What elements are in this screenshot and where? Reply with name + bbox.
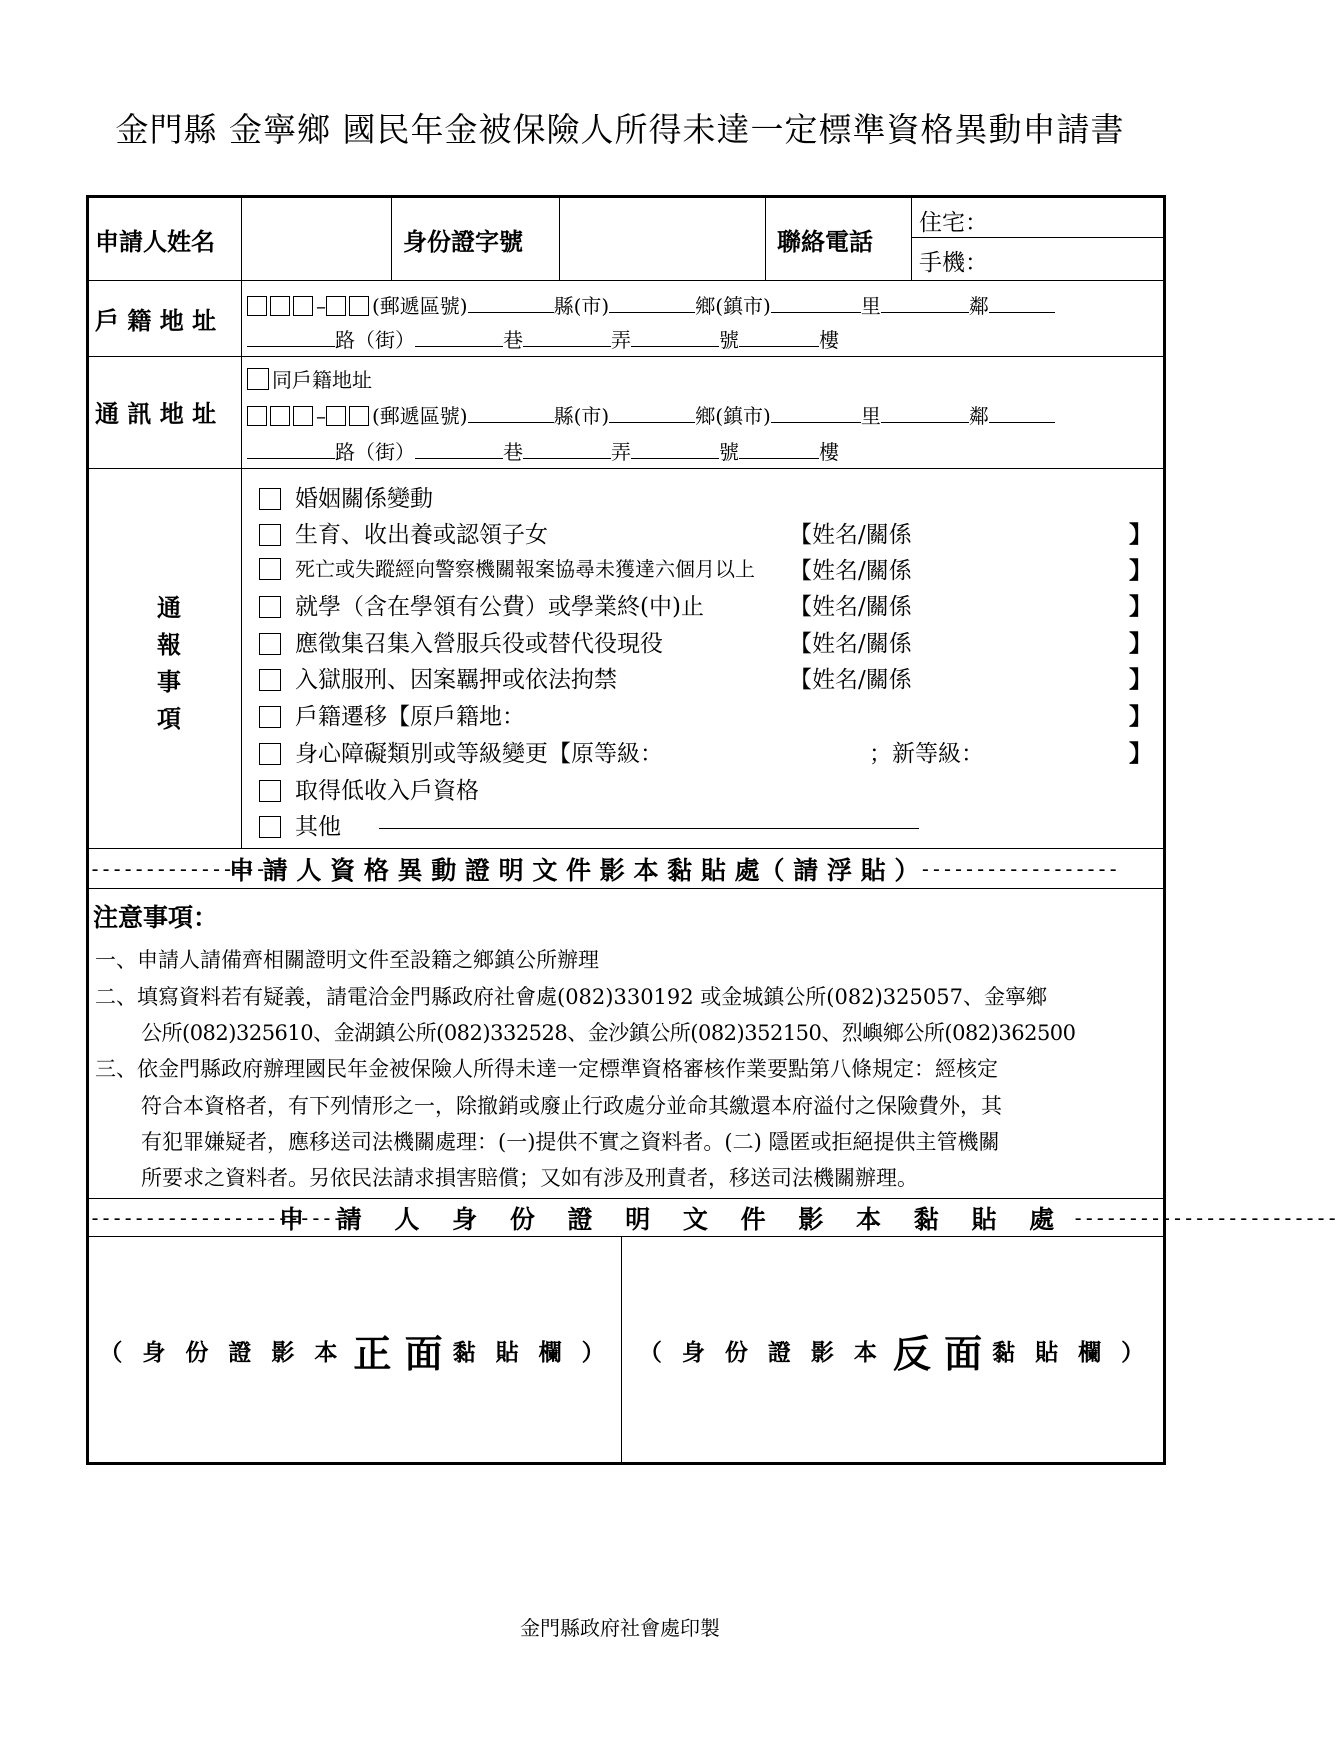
name-relation-label: 【姓名/關係 <box>789 594 912 620</box>
report-item-birth[interactable] <box>259 516 548 549</box>
report-label-char: 通 <box>157 594 181 622</box>
county-field[interactable] <box>468 404 554 423</box>
lane-label: 巷 <box>503 440 523 464</box>
report-item-low-income[interactable] <box>259 772 479 805</box>
report-item-label: 取得低收入戶資格 <box>295 778 479 804</box>
road-field[interactable] <box>247 440 335 459</box>
report-items-label <box>139 590 199 738</box>
other-field[interactable] <box>379 828 919 829</box>
close-bracket: 】 <box>1129 630 1152 657</box>
neighborhood-field[interactable] <box>881 294 969 313</box>
road-label: 路（街） <box>335 440 415 464</box>
note-line: 一、申請人請備齊相關證明文件至設籍之鄉鎮公所辦理 <box>95 948 599 972</box>
paste-banner-text: 申 請 人 資 格 異 動 證 明 文 件 影 本 黏 貼 處（ 請 浮 貼 ） <box>229 856 920 885</box>
zip-label: (郵遞區號) <box>372 404 468 428</box>
zip-box[interactable] <box>326 296 346 316</box>
village-label: 里 <box>860 404 881 428</box>
lane-label: 巷 <box>503 328 523 352</box>
id-paste-banner: ------------------------ 申 請 人 身 份 證 明 文 件 影 本 黏 貼 處 ------------------------ <box>89 1200 1166 1236</box>
mailing-address-label: 通 訊 地 址 <box>95 399 217 428</box>
mailing-address-line2 <box>247 436 839 465</box>
zip-box[interactable] <box>349 406 369 426</box>
number-label: 號 <box>719 328 739 352</box>
id-number-field[interactable] <box>559 198 763 280</box>
zip-box[interactable] <box>270 406 290 426</box>
lane-field[interactable] <box>415 440 503 459</box>
id-back-open: （ 身 份 證 影 本 <box>638 1340 883 1366</box>
report-item-label: 身心障礙類別或等級變更【原等級： <box>295 741 663 767</box>
report-item-label: 就學（含在學領有公費）或學業終(中)止 <box>295 594 704 620</box>
home-phone-label: 住宅： <box>919 210 988 236</box>
zip-box[interactable] <box>247 296 267 316</box>
close-bracket: 】 <box>1129 557 1152 584</box>
checkbox[interactable] <box>259 558 281 580</box>
checkbox[interactable] <box>259 743 281 765</box>
report-item-military[interactable] <box>259 625 663 658</box>
applicant-name-field[interactable] <box>245 198 393 280</box>
name-relation-label: 【姓名/關係 <box>789 631 912 657</box>
note-line: 二、填寫資料若有疑義，請電洽金門縣政府社會處(082)330192 或金城鎮公所(082)325057、金寧鄉 <box>95 985 1047 1009</box>
id-front-paste-area <box>89 1236 621 1465</box>
report-item-label: 死亡或失蹤經向警察機關報案協尋未獲達六個月以上 <box>295 557 755 581</box>
report-item-label: 戶籍遷移【原戶籍地： <box>295 704 525 730</box>
checkbox[interactable] <box>259 669 281 691</box>
county-field[interactable] <box>468 294 554 313</box>
report-item-prison[interactable] <box>259 661 617 694</box>
id-back-paste-area <box>623 1236 1166 1465</box>
form-title: 金門縣 金寧鄉 國民年金被保險人所得未達一定標準資格異動申請書 <box>115 110 1125 149</box>
floor-label: 樓 <box>819 328 839 352</box>
name-relation-label: 【姓名/關係 <box>789 522 912 548</box>
zip-box[interactable] <box>326 406 346 426</box>
report-label-char: 報 <box>157 631 181 659</box>
township-label: 鄉(鎮市) <box>695 294 771 318</box>
lane-field[interactable] <box>415 328 503 347</box>
checkbox[interactable] <box>259 816 281 838</box>
household-address-line2 <box>247 324 839 353</box>
county-label: 縣(市) <box>553 404 610 428</box>
floor-field[interactable] <box>739 328 819 347</box>
neighborhood-field-tail[interactable] <box>989 294 1055 313</box>
close-bracket: 】 <box>1129 666 1152 693</box>
home-phone-field[interactable] <box>989 200 1159 236</box>
checkbox[interactable] <box>259 633 281 655</box>
checkbox[interactable] <box>259 488 281 510</box>
zip-box[interactable] <box>293 406 313 426</box>
note-line: 有犯罪嫌疑者，應移送司法機關處理：(一)提供不實之資料者。(二) 隱匿或拒絕提供主管機關 <box>141 1130 1000 1154</box>
zip-box[interactable] <box>293 296 313 316</box>
neighborhood-label: 鄰 <box>968 294 989 318</box>
report-item-label: 入獄服刑、因案羈押或依法拘禁 <box>295 667 617 693</box>
report-item-disability[interactable] <box>259 735 663 768</box>
mobile-phone-label: 手機： <box>919 250 988 276</box>
report-item-label: 其他 <box>295 814 341 840</box>
village-field[interactable] <box>771 404 861 423</box>
household-address-line1: – (郵遞區號) 縣(市) 鄉(鎮市) 里 鄰 <box>247 290 1055 319</box>
note-line: 符合本資格者，有下列情形之一，除撤銷或廢止行政處分並命其繳還本府溢付之保險費外，其 <box>141 1094 1002 1118</box>
name-relation-label: 【姓名/關係 <box>789 558 912 584</box>
report-item-marriage[interactable] <box>259 480 433 513</box>
zip-label: (郵遞區號) <box>372 294 468 318</box>
neighborhood-label: 鄰 <box>968 404 989 428</box>
road-label: 路（街） <box>335 328 415 352</box>
road-field[interactable] <box>247 328 335 347</box>
checkbox[interactable] <box>259 706 281 728</box>
township-field[interactable] <box>609 294 695 313</box>
report-item-label: 應徵集召集入營服兵役或替代役現役 <box>295 631 663 657</box>
number-field[interactable] <box>631 328 719 347</box>
id-front-close: 黏 貼 欄 ） <box>452 1340 611 1366</box>
applicant-name-label: 申請人姓名 <box>95 227 215 256</box>
alley-field[interactable] <box>523 328 611 347</box>
mobile-phone-field[interactable] <box>989 240 1159 276</box>
floor-label: 樓 <box>819 440 839 464</box>
alley-field[interactable] <box>523 440 611 459</box>
footer-credit: 金門縣政府社會處印製 <box>520 1618 720 1640</box>
township-field[interactable] <box>609 404 695 423</box>
report-item-school[interactable] <box>259 588 704 621</box>
village-label: 里 <box>860 294 881 318</box>
note-line: 公所(082)325610、金湖鎮公所(082)332528、金沙鎮公所(082)352150、烈嶼鄉公所(082)362500 <box>141 1021 1076 1045</box>
household-address-label: 戶 籍 地 址 <box>95 306 217 335</box>
close-bracket: 】 <box>1129 703 1152 730</box>
report-label-char: 事 <box>157 668 181 696</box>
number-label: 號 <box>719 440 739 464</box>
close-bracket: 】 <box>1129 521 1152 548</box>
application-form <box>86 195 1337 1465</box>
checkbox[interactable] <box>259 780 281 802</box>
note-line: 所要求之資料者。另依民法請求損害賠償；又如有涉及刑責者，移送司法機關辦理。 <box>141 1166 918 1190</box>
close-bracket: 】 <box>1129 593 1152 620</box>
notes-heading: 注意事項： <box>93 903 219 932</box>
new-grade-label: ；新等級： <box>869 741 984 767</box>
zip-box[interactable] <box>349 296 369 316</box>
zip-box[interactable] <box>270 296 290 316</box>
same-address-checkbox[interactable] <box>247 368 269 390</box>
report-item-label: 婚姻關係變動 <box>295 486 433 512</box>
number-field[interactable] <box>631 440 719 459</box>
id-banner-text: 申 請 人 身 份 證 明 文 件 影 本 黏 貼 處 <box>279 1205 1067 1234</box>
note-line: 三、依金門縣政府辦理國民年金被保險人所得未達一定標準資格審核作業要點第八條規定：經核定 <box>95 1057 998 1081</box>
alley-label: 弄 <box>611 328 631 352</box>
county-label: 縣(市) <box>553 294 610 318</box>
alley-label: 弄 <box>611 440 631 464</box>
neighborhood-field-tail[interactable] <box>989 404 1055 423</box>
township-label: 鄉(鎮市) <box>695 404 771 428</box>
id-back-close: 黏 貼 欄 ） <box>992 1340 1151 1366</box>
name-relation-label: 【姓名/關係 <box>789 667 912 693</box>
report-item-relocation[interactable] <box>259 698 525 731</box>
id-number-label: 身份證字號 <box>403 227 523 256</box>
checkbox[interactable] <box>259 524 281 546</box>
phone-label: 聯絡電話 <box>777 227 873 256</box>
report-item-other[interactable] <box>259 808 341 841</box>
neighborhood-field[interactable] <box>881 404 969 423</box>
zip-box[interactable] <box>247 406 267 426</box>
id-front-big: 正 面 <box>353 1332 443 1376</box>
report-item-label: 生育、收出養或認領子女 <box>295 522 548 548</box>
close-bracket: 】 <box>1129 740 1152 767</box>
report-item-death[interactable] <box>259 553 755 582</box>
id-front-open: （ 身 份 證 影 本 <box>99 1340 344 1366</box>
checkbox[interactable] <box>259 596 281 618</box>
floor-field[interactable] <box>739 440 819 459</box>
qualification-paste-banner: ------------------ 申 請 人 資 格 異 動 證 明 文 件 影 本 黏 貼 處（ 請 浮 貼 ） ------------------ <box>89 850 1166 888</box>
id-back-big: 反 面 <box>892 1332 983 1376</box>
same-address-label: 同戶籍地址 <box>272 368 372 392</box>
same-as-household[interactable] <box>247 364 372 393</box>
report-label-char: 項 <box>157 705 181 733</box>
mailing-address-line1: – (郵遞區號) 縣(市) 鄉(鎮市) 里 鄰 <box>247 400 1055 429</box>
village-field[interactable] <box>771 294 861 313</box>
